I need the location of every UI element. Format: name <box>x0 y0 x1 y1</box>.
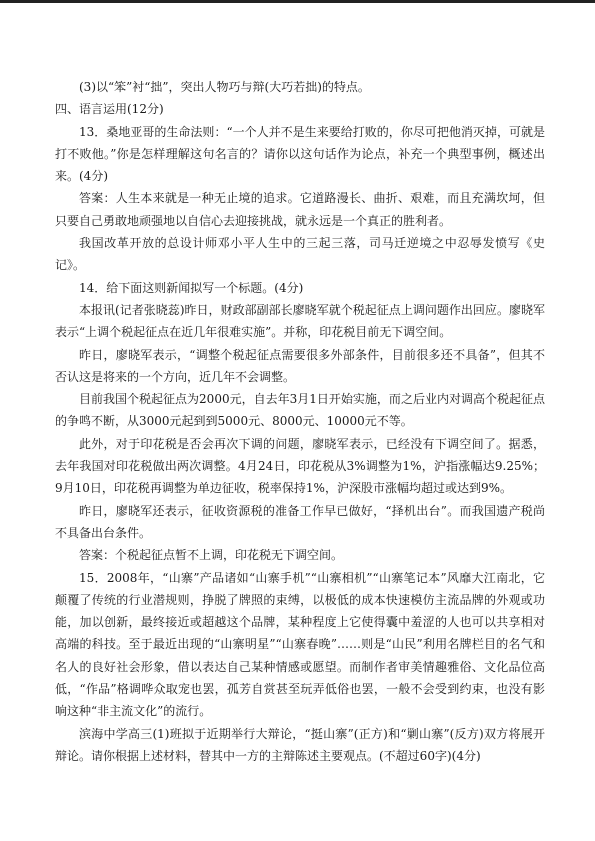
top-rule <box>0 0 595 3</box>
news-paragraph-5: 昨日，廖晓军还表示，征收资源税的准备工作早已做好，“择机出台”。而我国遗产税尚不具备出台条件。 <box>55 503 545 540</box>
answer-13: 答案：人生本来就是一种无止境的追求。它道路漫长、曲折、艰难，而且充满坎坷，但只要自己勇敢地顽强地以自信心去迎接挑战，就永远是一个真正的胜利者。 <box>55 191 545 228</box>
answer-point-3: (3)以“笨”衬“拙”，突出人物巧与辩(大巧若拙)的特点。 <box>79 80 370 94</box>
news-paragraph-1: 本报讯(记者张晓蕊)昨日，财政部副部长廖晓军就个税起征点上调问题作出回应。廖晓军表示“上调个税起征点在近几年很难实施”。并称，印花税目前无下调空间。 <box>55 302 545 340</box>
news-paragraph-4: 此外，对于印花税是否会再次下调的问题，廖晓军表示，已经没有下调空间了。据悉，去年我国对印花税做出两次调整。4月24日，印花税从3%调整为1%，沪指涨幅达9.25%；9月10日，印花税再调整为单边征收，税率保持1%，沪深股市涨幅均超过或达到9%。 <box>55 436 545 496</box>
answer-14: 答案：个税起征点暂不上调，印花税无下调空间。 <box>79 548 344 563</box>
answer-13-example: 我国改革开放的总设计师邓小平人生中的三起三落，司马迁逆境之中忍辱发愤写《史记》。 <box>55 236 545 273</box>
news-paragraph-2: 昨日，廖晓军表示，“调整个税起征点需要很多外部条件，目前很多还不具备”，但其不否认这是将来的一个方向，近几年不会调整。 <box>55 347 545 384</box>
news-paragraph-3: 目前我国个税起征点为2000元，自去年3月1日开始实施，而之后业内对调高个税起征点的争鸣不断，从3000元起到到5000元、8000元、10000元不等。 <box>55 392 545 429</box>
question-15-task: 滨海中学高三(1)班拟于近期举行大辩论，“挺山寨”(正方)和“剿山寨”(反方)双方将展开辩论。请你根据上述材料，替其中一方的主辩陈述主要观点。(不超过60字)(4分) <box>55 726 545 763</box>
question-15-material: 15．2008年，“山寨”产品诸如“山寨手机”“山寨相机”“山寨笔记本”风靡大江南北，它颠覆了传统的行业潜规则，挣脱了牌照的束缚，以极低的成本快速模仿主流品牌的外观或功能，加以创新，最终接近或超越这个品牌，某种程度上它使得囊中羞涩的人也可以共享相对高端的科技。至于最近出现的“山寨明星”“山寨春晚”……则是“山民”利用名牌栏目的名气和名人的良好社会形象，借以表达自己某种情感或愿望。而制作者审美情趣雅俗、文化品位高低，“作品”格调哗众取宠也罢，孤芳自赏甚至玩弄低俗也罢，一般不会受到约束，也没有影响这种“非主流文化”的流行。 <box>55 570 545 719</box>
question-14: 14．给下面这则新闻拟写一个标题。(4分) <box>79 280 304 295</box>
section-heading-language-use: 四、语言运用(12分) <box>55 102 164 117</box>
document-body <box>55 76 545 767</box>
question-13: 13．桑地亚哥的生命法则：“一个人并不是生来要给打败的，你尽可把他消灭掉，可就是打不败他。”你是怎样理解这句名言的？请你以这句话作为论点，补充一个典型事例，概述出来。(4分) <box>55 124 545 184</box>
